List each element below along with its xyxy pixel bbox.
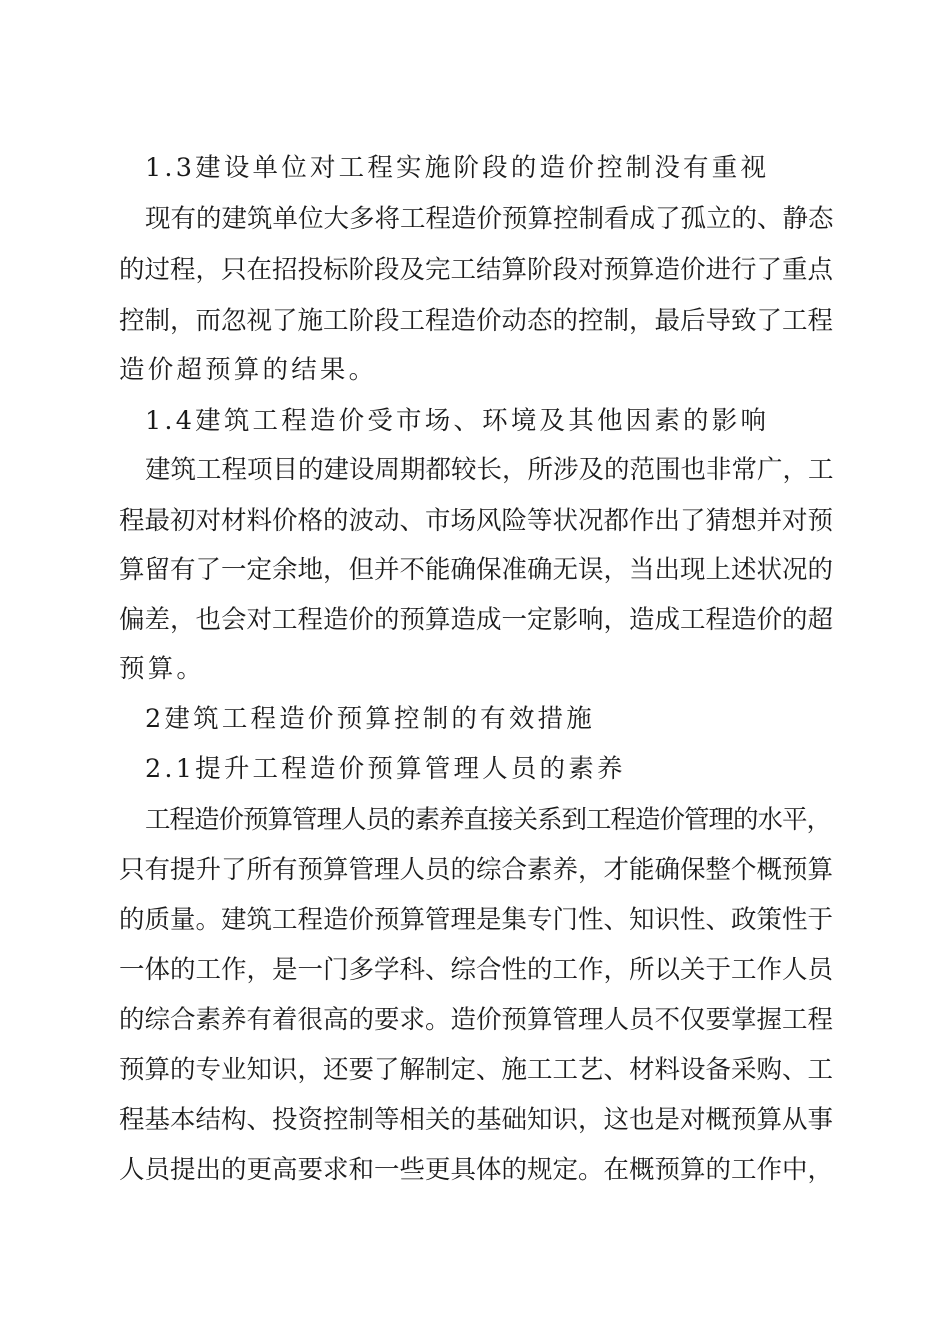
paragraph-line: 程最初对材料价格的波动、市场风险等状况都作出了猜想并对预 xyxy=(119,506,834,536)
paragraph-line: 算留有了一定余地，但并不能确保准确无误，当出现上述状况的 xyxy=(119,555,834,585)
paragraph-line: 的过程，只在招投标阶段及完工结算阶段对预算造价进行了重点 xyxy=(119,255,834,285)
paragraph-line: 控制，而忽视了施工阶段工程造价动态的控制，最后导致了工程 xyxy=(119,306,834,336)
paragraph-line: 的综合素养有着很高的要求。造价预算管理人员不仅要掌握工程 xyxy=(119,1005,834,1035)
paragraph-line: 建筑工程项目的建设周期都较长，所涉及的范围也非常广，工 xyxy=(145,455,834,485)
paragraph-line: 预算。 xyxy=(119,654,206,684)
heading-2-1: 2.1提升工程造价预算管理人员的素养 xyxy=(145,754,626,784)
heading-1-4: 1.4建筑工程造价受市场、环境及其他因素的影响 xyxy=(145,406,770,436)
paragraph-line: 一体的工作，是一门多学科、综合性的工作，所以关于工作人员 xyxy=(119,955,834,985)
paragraph-line: 的质量。建筑工程造价预算管理是集专门性、知识性、政策性于 xyxy=(119,905,834,935)
heading-1-3: 1.3建设单位对工程实施阶段的造价控制没有重视 xyxy=(145,153,770,183)
paragraph-line: 工程造价预算管理人员的素养直接关系到工程造价管理的水平， xyxy=(145,805,832,835)
paragraph-line: 造价超预算的结果。 xyxy=(119,355,378,385)
paragraph-line: 人员提出的更高要求和一些更具体的规定。在概预算的工作中， xyxy=(119,1155,834,1185)
paragraph-line: 现有的建筑单位大多将工程造价预算控制看成了孤立的、静态 xyxy=(145,204,834,234)
paragraph-line: 程基本结构、投资控制等相关的基础知识，这也是对概预算从事 xyxy=(119,1105,834,1135)
paragraph-line: 只有提升了所有预算管理人员的综合素养，才能确保整个概预算 xyxy=(119,855,834,885)
paragraph-line: 预算的专业知识，还要了解制定、施工工艺、材料设备采购、工 xyxy=(119,1055,834,1085)
paragraph-line: 偏差，也会对工程造价的预算造成一定影响，造成工程造价的超 xyxy=(119,605,834,635)
heading-2: 2建筑工程造价预算控制的有效措施 xyxy=(145,704,595,734)
